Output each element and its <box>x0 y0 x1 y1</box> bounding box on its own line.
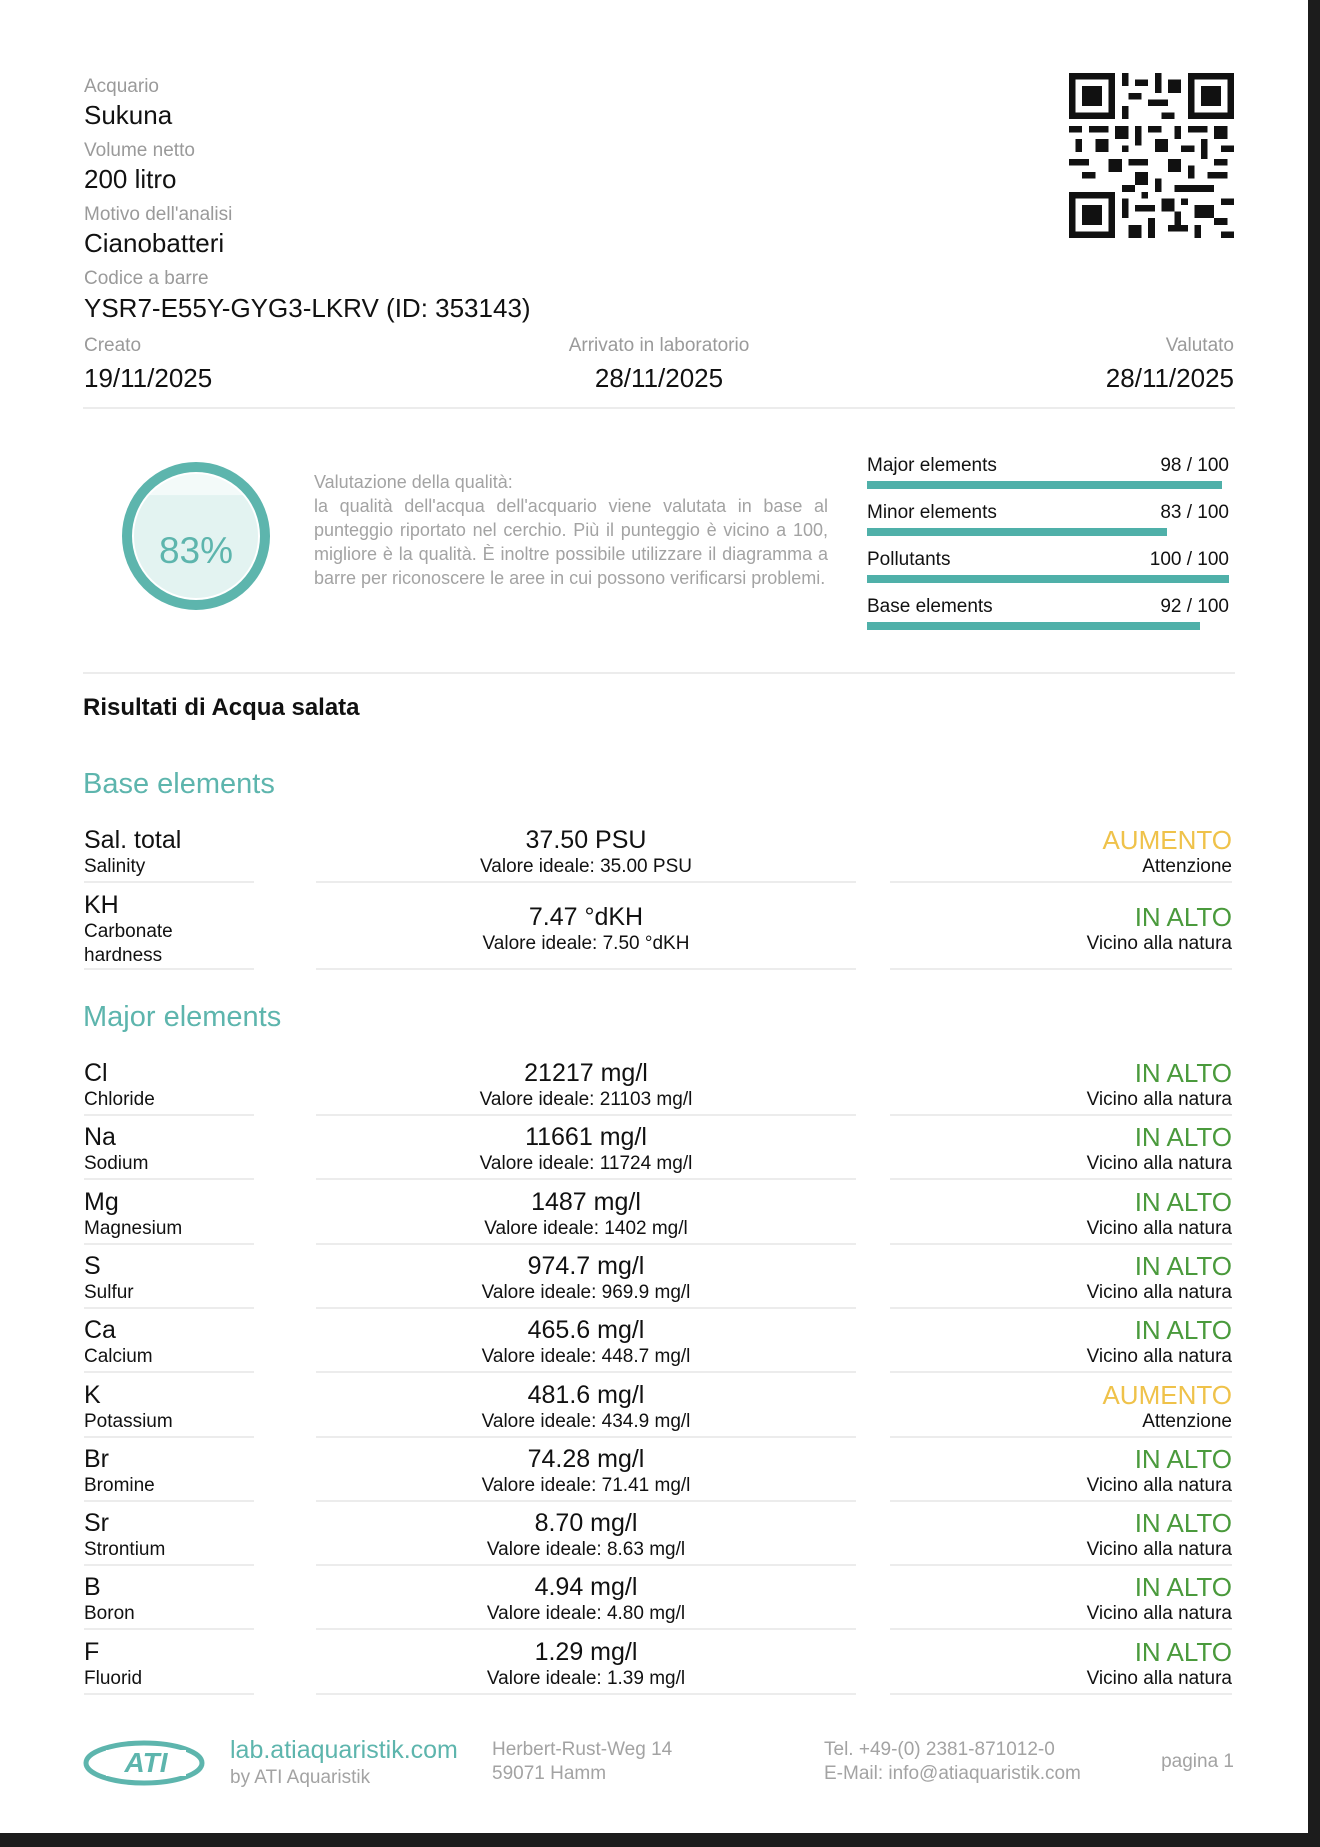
ideal-value: Valore ideale: 71.41 mg/l <box>481 1474 691 1496</box>
element-name: Sulfur <box>84 1281 134 1303</box>
status-note: Attenzione <box>1142 1410 1232 1432</box>
quality-score-text: 83% <box>158 530 234 571</box>
status-note: Vicino alla natura <box>1086 1667 1232 1689</box>
volume-value: 200 litro <box>84 164 177 194</box>
element-symbol: Mg <box>84 1187 119 1216</box>
status-label: IN ALTO <box>1134 1186 1232 1217</box>
results-title: Risultati di Acqua salata <box>83 694 360 721</box>
status-label: IN ALTO <box>1134 1636 1232 1667</box>
table-row <box>84 825 1232 883</box>
status-note: Vicino alla natura <box>1086 933 1232 954</box>
status-label: IN ALTO <box>1134 1508 1232 1539</box>
element-symbol: Sr <box>84 1509 109 1538</box>
score-bar-pollutants <box>867 547 1229 594</box>
footer-page-number: pagina 1 <box>1161 1751 1234 1772</box>
score-bar-minor <box>867 500 1229 547</box>
arrived-label: Arrivato in laboratorio <box>568 335 750 356</box>
footer-address-1: Herbert-Rust-Weg 14 <box>492 1739 673 1760</box>
status-label: IN ALTO <box>1134 902 1232 932</box>
element-name: Salinity <box>84 856 146 877</box>
ideal-value: Valore ideale: 35.00 PSU <box>480 856 692 877</box>
table-row <box>84 1508 1232 1566</box>
status-note: Vicino alla natura <box>1086 1217 1232 1239</box>
ideal-value: Valore ideale: 4.80 mg/l <box>486 1603 686 1625</box>
section-title-base: Base elements <box>83 768 275 800</box>
quality-score-circle <box>120 460 272 612</box>
arrived-value: 28/11/2025 <box>594 363 724 393</box>
element-name: Fluorid <box>84 1667 143 1689</box>
measured-value: 1487 mg/l <box>531 1187 641 1216</box>
score-bar-name: Pollutants <box>867 549 951 570</box>
evaluated-value: 28/11/2025 <box>1105 363 1234 393</box>
ati-logo-text: ATI <box>124 1747 168 1778</box>
element-name: Carbonate hardness <box>84 921 173 966</box>
status-label: IN ALTO <box>1134 1443 1232 1474</box>
element-name: Bromine <box>84 1474 155 1496</box>
evaluated-label: Valutato <box>1165 335 1234 356</box>
score-bar-name: Base elements <box>867 596 993 617</box>
element-symbol: B <box>84 1573 101 1602</box>
measured-value: 7.47 °dKH <box>528 903 644 931</box>
element-symbol: S <box>84 1251 101 1280</box>
score-bar-fill <box>867 481 1222 489</box>
footer-phone: Tel. +49-(0) 2381-871012-0 <box>824 1739 1055 1760</box>
element-name: Magnesium <box>84 1217 183 1239</box>
element-name: Strontium <box>84 1539 166 1561</box>
table-row <box>84 1251 1232 1309</box>
measured-value: 1.29 mg/l <box>534 1637 638 1666</box>
measured-value: 4.94 mg/l <box>534 1573 638 1602</box>
ati-logo-icon <box>82 1733 210 1791</box>
qr-code-icon <box>1069 73 1234 238</box>
table-row <box>84 1058 1232 1116</box>
score-bar-name: Minor elements <box>867 502 997 523</box>
status-note: Vicino alla natura <box>1086 1539 1232 1561</box>
quality-description-text: Valutazione della qualità: la qualità dell'acqua dell'acquario viene valutata in base al punteggio riportato nel cerchio. Più il punteggio è vicino a 100, migliore è la qualità. È inoltre possibile utilizzare il diagramma a barre per riconoscere le aree in cui possono verificarsi problemi. <box>314 472 828 588</box>
element-name: Potassium <box>84 1410 173 1432</box>
table-row <box>84 890 1232 970</box>
status-label: AUMENTO <box>1102 825 1232 855</box>
ideal-value: Valore ideale: 21103 mg/l <box>479 1089 693 1110</box>
barcode-value: YSR7-E55Y-GYG3-LKRV (ID: 353143) <box>84 293 531 323</box>
created-value: 19/11/2025 <box>84 363 213 393</box>
element-symbol: K <box>84 1380 101 1409</box>
ideal-value: Valore ideale: 8.63 mg/l <box>486 1539 686 1561</box>
aquarium-value: Sukuna <box>84 100 173 130</box>
volume-label: Volume netto <box>84 140 195 161</box>
table-row <box>84 1444 1232 1502</box>
status-note: Vicino alla natura <box>1086 1346 1232 1368</box>
measured-value: 21217 mg/l <box>524 1059 648 1087</box>
ideal-value: Valore ideale: 7.50 °dKH <box>482 933 690 954</box>
score-bar-value: 100 / 100 <box>1149 549 1229 570</box>
barcode-label: Codice a barre <box>84 268 209 289</box>
footer-email[interactable]: E-Mail: info@atiaquaristik.com <box>824 1763 1081 1784</box>
score-bar-fill <box>867 528 1167 536</box>
aquarium-label: Acquario <box>84 76 159 97</box>
status-note: Attenzione <box>1142 856 1232 877</box>
element-symbol: Sal. total <box>84 826 182 854</box>
element-name: Calcium <box>84 1346 153 1368</box>
measured-value: 8.70 mg/l <box>534 1509 638 1538</box>
measured-value: 11661 mg/l <box>525 1123 647 1152</box>
table-row <box>84 1637 1232 1695</box>
score-bars <box>867 453 1229 641</box>
measured-value: 974.7 mg/l <box>527 1251 645 1280</box>
section-title-major: Major elements <box>83 1001 282 1033</box>
quality-description <box>314 470 828 590</box>
ideal-value: Valore ideale: 434.9 mg/l <box>481 1410 691 1432</box>
status-label: IN ALTO <box>1134 1572 1232 1603</box>
status-label: IN ALTO <box>1134 1250 1232 1281</box>
score-bar-fill <box>867 575 1229 583</box>
ideal-value: Valore ideale: 969.9 mg/l <box>481 1281 691 1303</box>
element-symbol: Na <box>84 1123 116 1152</box>
table-row <box>84 1315 1232 1373</box>
ideal-value: Valore ideale: 11724 mg/l <box>479 1153 693 1175</box>
score-bar-value: 92 / 100 <box>1160 596 1229 617</box>
status-label: IN ALTO <box>1134 1315 1232 1346</box>
status-note: Vicino alla natura <box>1086 1603 1232 1625</box>
table-row <box>84 1572 1232 1630</box>
reason-value: Cianobatteri <box>84 228 225 258</box>
score-bar-value: 83 / 100 <box>1160 502 1229 523</box>
score-bar-name: Major elements <box>867 455 997 476</box>
quality-divider <box>83 672 1235 674</box>
element-name: Boron <box>84 1603 135 1625</box>
ideal-value: Valore ideale: 1402 mg/l <box>484 1217 688 1239</box>
ideal-value: Valore ideale: 448.7 mg/l <box>481 1346 691 1368</box>
status-note: Vicino alla natura <box>1086 1089 1232 1110</box>
table-row <box>84 1122 1232 1180</box>
element-symbol: Br <box>84 1444 109 1473</box>
measured-value: 465.6 mg/l <box>527 1316 645 1345</box>
element-symbol: KH <box>84 891 119 919</box>
measured-value: 481.6 mg/l <box>527 1380 645 1409</box>
table-row <box>84 1380 1232 1438</box>
status-note: Vicino alla natura <box>1086 1281 1232 1303</box>
created-label: Creato <box>84 335 142 356</box>
measured-value: 74.28 mg/l <box>527 1444 645 1473</box>
status-label: IN ALTO <box>1134 1058 1232 1088</box>
element-symbol: Cl <box>84 1059 108 1087</box>
element-symbol: Ca <box>84 1316 116 1345</box>
score-bar-fill <box>867 622 1200 630</box>
footer-by: by ATI Aquaristik <box>230 1767 371 1788</box>
status-label: IN ALTO <box>1134 1122 1232 1153</box>
element-symbol: F <box>84 1637 100 1666</box>
footer-site-link[interactable]: lab.atiaquaristik.com <box>230 1736 458 1764</box>
element-name: Chloride <box>84 1089 155 1110</box>
reason-label: Motivo dell'analisi <box>84 204 233 225</box>
score-bar-base <box>867 594 1229 641</box>
element-name: Sodium <box>84 1153 149 1175</box>
score-bar-value: 98 / 100 <box>1160 455 1229 476</box>
ideal-value: Valore ideale: 1.39 mg/l <box>486 1667 686 1689</box>
status-note: Vicino alla natura <box>1086 1153 1232 1175</box>
status-note: Vicino alla natura <box>1086 1474 1232 1496</box>
header-divider <box>83 407 1235 409</box>
table-row <box>84 1187 1232 1245</box>
footer-address-2: 59071 Hamm <box>492 1763 607 1784</box>
status-label: AUMENTO <box>1102 1379 1232 1410</box>
measured-value: 37.50 PSU <box>525 826 647 854</box>
score-bar-major <box>867 453 1229 500</box>
